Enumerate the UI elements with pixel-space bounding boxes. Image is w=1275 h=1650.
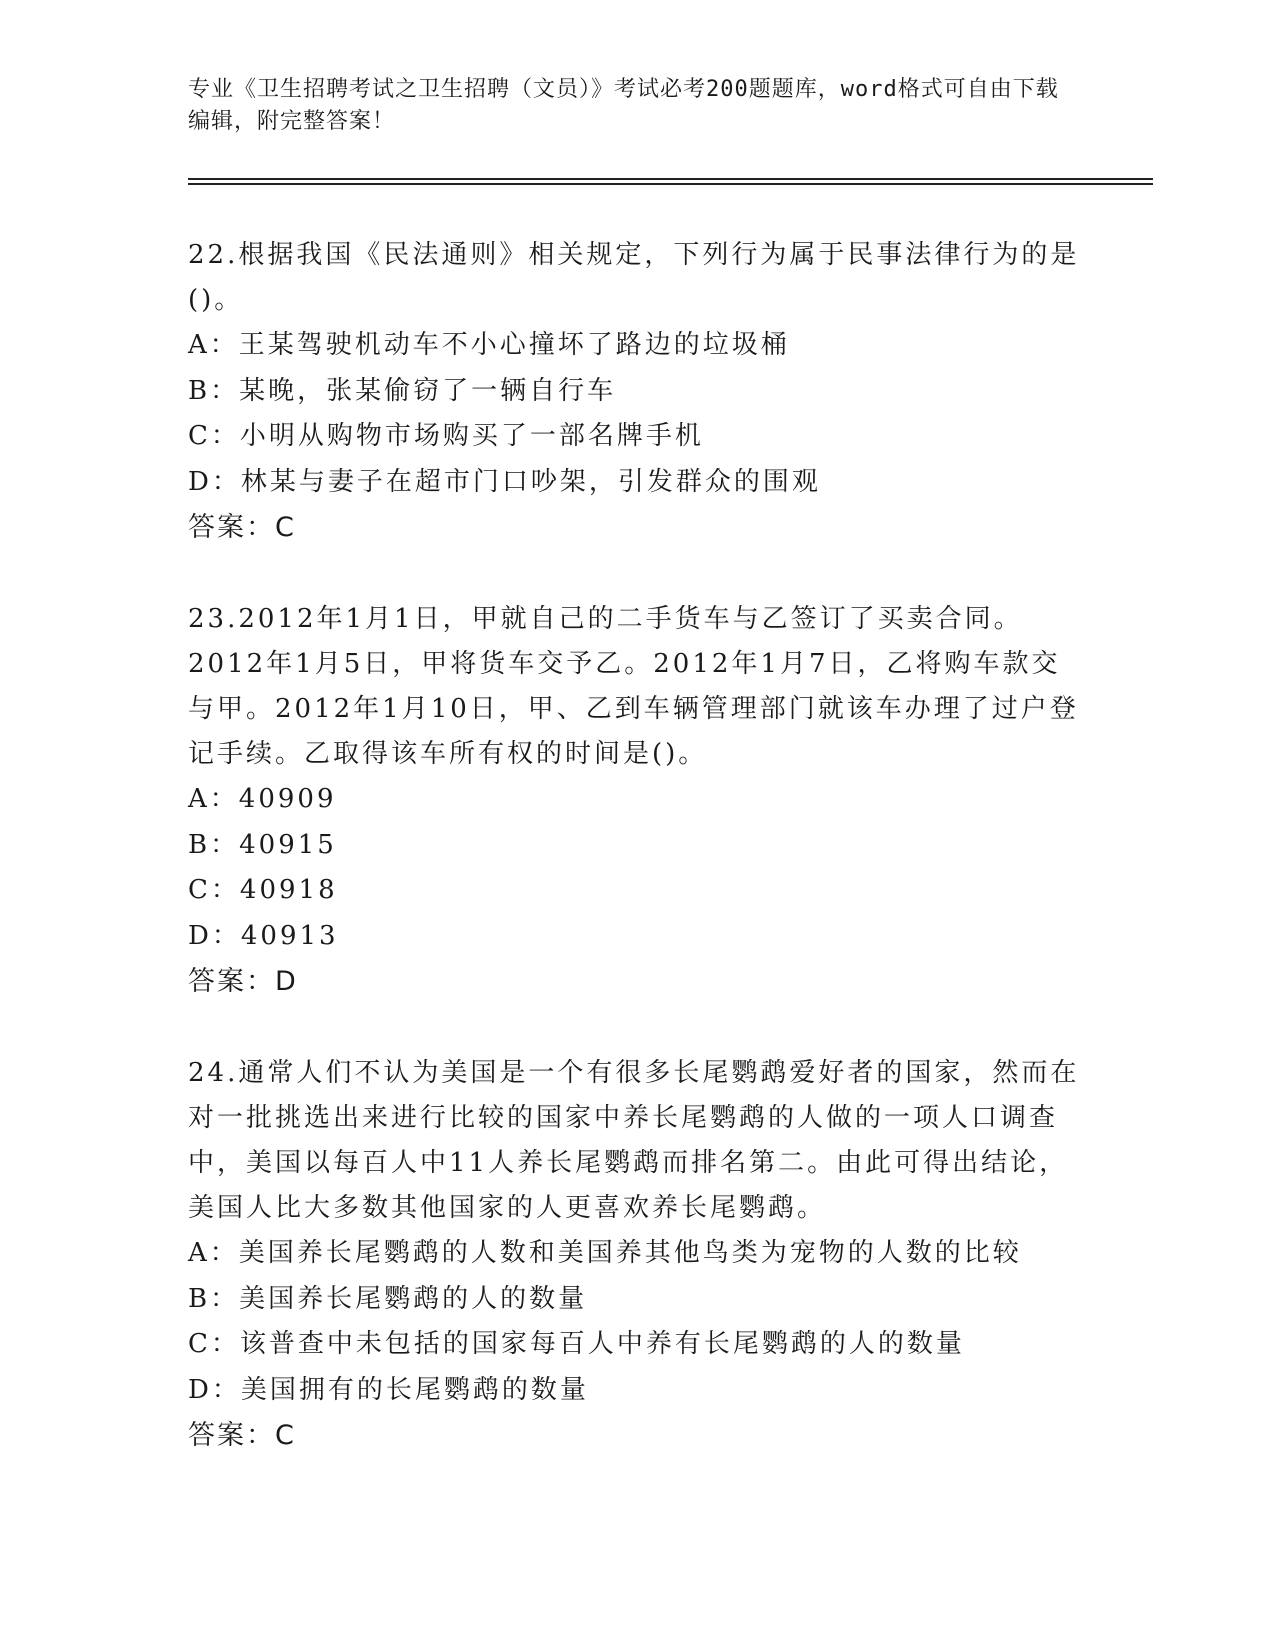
option-a [188,1231,1088,1277]
question-text: 24.通常人们不认为美国是一个有很多长尾鹦鹉爱好者的国家，然而在对一批挑选出来进行比较的国家中养长尾鹦鹉的人做的一项人口调查中，美国以每百人中11人养长尾鹦鹉而排名第二。由此可得出结论，美国人比大多数其他国家的人更喜欢养长尾鹦鹉。 [188,1058,1080,1223]
option-b [188,823,1088,869]
question-text: 22.根据我国《民法通则》相关规定，下列行为属于民事法律行为的是()。 [188,240,1080,315]
option-text: 美国养长尾鹦鹉的人的数量 [239,1283,588,1314]
question-23 [188,597,1088,1004]
option-text: 某晚，张某偷窃了一辆自行车 [239,375,617,406]
option-d [188,914,1088,960]
option-key: A： [188,330,239,360]
option-text: 该普查中未包括的国家每百人中养有长尾鹦鹉的人的数量 [239,1329,965,1359]
option-key: B： [188,375,240,406]
question-text: 23.2012年1月1日，甲就自己的二手货车与乙签订了买卖合同。2012年1月5日，甲将货车交予乙。2012年1月7日，乙将购车款交与甲。2012年1月10日，甲、乙到车辆管理部门就该车办理了过户登记手续。乙取得该车所有权的时间是()。 [188,604,1079,769]
answer-label: 答案：C [188,1420,296,1451]
option-a [188,777,1088,823]
option-b [188,369,1088,415]
option-text: 40915 [239,829,337,860]
question-22 [188,233,1088,550]
option-c [188,414,1088,460]
option-text: 40909 [238,784,337,814]
option-key: B： [188,829,240,860]
option-c [188,1322,1088,1368]
option-key: A： [188,1238,239,1268]
option-key: D： [188,1374,241,1405]
answer-label: 答案：C [188,512,296,543]
option-text: 40918 [239,875,338,905]
option-key: D： [188,466,241,497]
option-text: 美国拥有的长尾鹦鹉的数量 [240,1374,589,1405]
option-key: B： [188,1283,240,1314]
option-key: C： [188,875,240,905]
answer-label: 答案：D [188,966,298,997]
option-key: C： [188,421,240,451]
document-intro: 专业《卫生招聘考试之卫生招聘（文员）》考试必考200题题库，word格式可自由下载编辑，附完整答案！ [188,77,1059,134]
option-key: A： [188,784,239,814]
option-text: 林某与妻子在超市门口吵架，引发群众的围观 [240,466,821,497]
option-text: 美国养长尾鹦鹉的人数和美国养其他鸟类为宠物的人数的比较 [238,1238,1022,1268]
option-text: 小明从购物市场购买了一部名牌手机 [239,421,704,451]
option-text: 40913 [240,920,339,951]
option-d [188,1368,1088,1414]
header-divider-bottom [188,183,1153,185]
option-d [188,460,1088,506]
option-c [188,868,1088,914]
header-divider-top [188,178,1153,180]
option-key: D： [188,920,241,951]
option-text: 王某驾驶机动车不小心撞坏了路边的垃圾桶 [238,330,790,360]
option-key: C： [188,1329,240,1359]
option-a [188,323,1088,369]
option-b [188,1277,1088,1323]
question-24 [188,1051,1088,1458]
